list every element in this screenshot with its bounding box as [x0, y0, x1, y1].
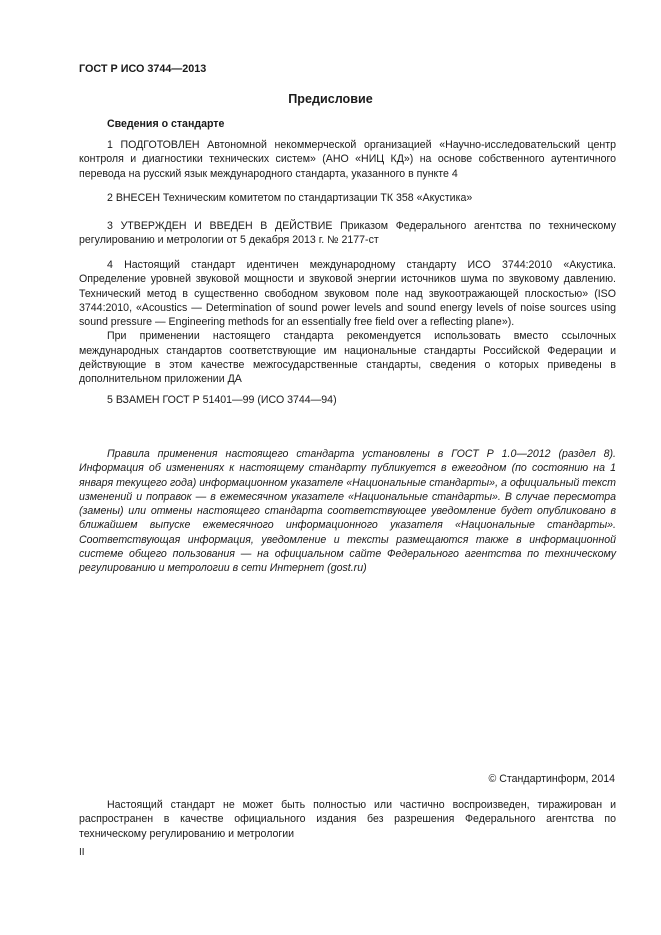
item-3-block: [79, 219, 616, 248]
item-4-note-paragraph: При применении настоящего стандарта рекомендуется использовать вместо ссылочных международных стандартов соответствующие им национальные стандарты Российской Федерации и действующие в этом качестве межгосударственные стандарты, сведения о которых приведены в дополнительном приложении ДА: [79, 330, 616, 386]
item-1-paragraph: 1 ПОДГОТОВЛЕН Автономной некоммерческой организацией «Научно-исследовательский центр контроля и диагностики технических систем» (АНО «НИЦ КД») на основе собственного аутентичного перевода на русский язык международного стандарта, указанного в пункте 4: [79, 139, 616, 180]
item-4-block: [79, 258, 616, 387]
item-5-paragraph: 5 ВЗАМЕН ГОСТ Р 51401—99 (ИСО 3744—94): [107, 394, 337, 406]
item-2-block: [79, 191, 616, 205]
footer-block: [79, 798, 616, 841]
section-subtitle: Сведения о стандарте: [107, 118, 225, 130]
item-1-block: [79, 138, 616, 181]
page-number: II: [79, 847, 85, 858]
footer-paragraph: Настоящий стандарт не может быть полностью или частично воспроизведен, тиражирован и распространен в качестве официального издания без разрешения Федерального агентства по техническому регулированию и метрологии: [79, 799, 616, 840]
copyright-notice: © Стандартинформ, 2014: [488, 773, 615, 785]
document-code: ГОСТ Р ИСО 3744—2013: [79, 63, 207, 75]
item-4-paragraph: 4 Настоящий стандарт идентичен международному стандарту ИСО 3744:2010 «Акустика. Определение уровней звуковой мощности и звуковой энергии источников шума по звуковому давлению. Технический метод в существенно свободном звуковом поле над звукоотражающей плоскостью» (ISO 3744:2010, «Acoustics — Determination of sound power levels and sound energy levels of noise sources using sound pressure — Engineering methods for an essentially free field over a reflecting plane»).: [79, 259, 616, 329]
notice-paragraph: Правила применения настоящего стандарта установлены в ГОСТ Р 1.0—2012 (раздел 8). Информация об изменениях к настоящему стандарту публикуется в ежегодном (по состоянию на 1 января текущего года) информационном указателе «Национальные стандарты», а официальный текст изменений и поправок — в ежемесячном указателе «Национальные стандарты». В случае пересмотра (замены) или отмены настоящего стандарта соответствующее уведомление будет опубликовано в ближайшем выпуске ежемесячного информационного указателя «Национальные стандарты». Соответствующая информация, уведомление и тексты размещаются также в информационной системе общего пользования — на официальном сайте Федерального агентства по техническому регулированию и метрологии в сети Интернет (gost.ru): [79, 448, 616, 575]
page-title: Предисловие: [288, 92, 373, 106]
item-2-paragraph: 2 ВНЕСЕН Техническим комитетом по стандартизации ТК 358 «Акустика»: [107, 192, 473, 204]
item-5-block: [79, 393, 616, 407]
notice-block: [79, 447, 616, 576]
item-3-paragraph: 3 УТВЕРЖДЕН И ВВЕДЕН В ДЕЙСТВИЕ Приказом Федерального агентства по техническому регулированию и метрологии от 5 декабря 2013 г. № 2177-ст: [79, 220, 616, 247]
